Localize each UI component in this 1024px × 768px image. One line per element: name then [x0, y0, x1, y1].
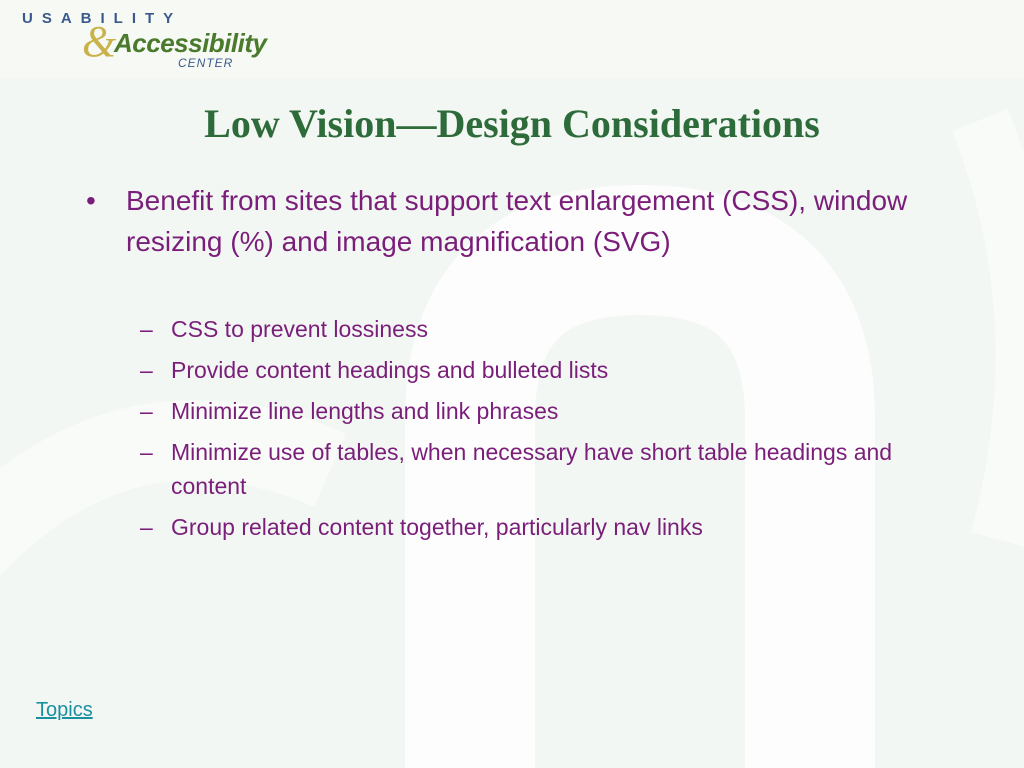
sub-bullet-marker: –	[140, 357, 153, 383]
usability-accessibility-center-logo	[22, 6, 282, 72]
logo-center-text: CENTER	[178, 56, 234, 70]
sub-bullet-marker: –	[140, 316, 153, 342]
bullet-marker: •	[86, 185, 96, 216]
sub-bullet-item	[140, 435, 940, 503]
sub-bullet-item	[140, 353, 940, 387]
sub-bullet-marker: –	[140, 398, 153, 424]
sub-bullet-item	[140, 394, 940, 428]
sub-bullet-text: Minimize use of tables, when necessary have short table headings and content	[171, 439, 893, 499]
logo-usability-text: USABILITY	[22, 10, 183, 27]
logo-ampersand: &	[82, 17, 117, 66]
sub-bullet-text: Minimize line lengths and link phrases	[171, 398, 559, 424]
sub-bullet-text: Provide content headings and bulleted lists	[171, 357, 609, 383]
slide-title: Low Vision—Design Considerations	[204, 101, 820, 146]
main-bullet	[86, 180, 936, 262]
sub-bullet-list	[140, 312, 940, 551]
sub-bullet-item	[140, 510, 940, 544]
main-bullet-text: Benefit from sites that support text enlargement (CSS), window resizing (%) and image magnification (SVG)	[126, 185, 908, 257]
logo-accessibility-text: Accessibility	[114, 28, 267, 58]
sub-bullet-marker: –	[140, 514, 153, 540]
sub-bullet-item	[140, 312, 940, 346]
sub-bullet-text: CSS to prevent lossiness	[171, 316, 428, 342]
sub-bullet-marker: –	[140, 439, 153, 465]
sub-bullet-text: Group related content together, particularly nav links	[171, 514, 703, 540]
topics-link[interactable]: Topics	[36, 699, 93, 721]
